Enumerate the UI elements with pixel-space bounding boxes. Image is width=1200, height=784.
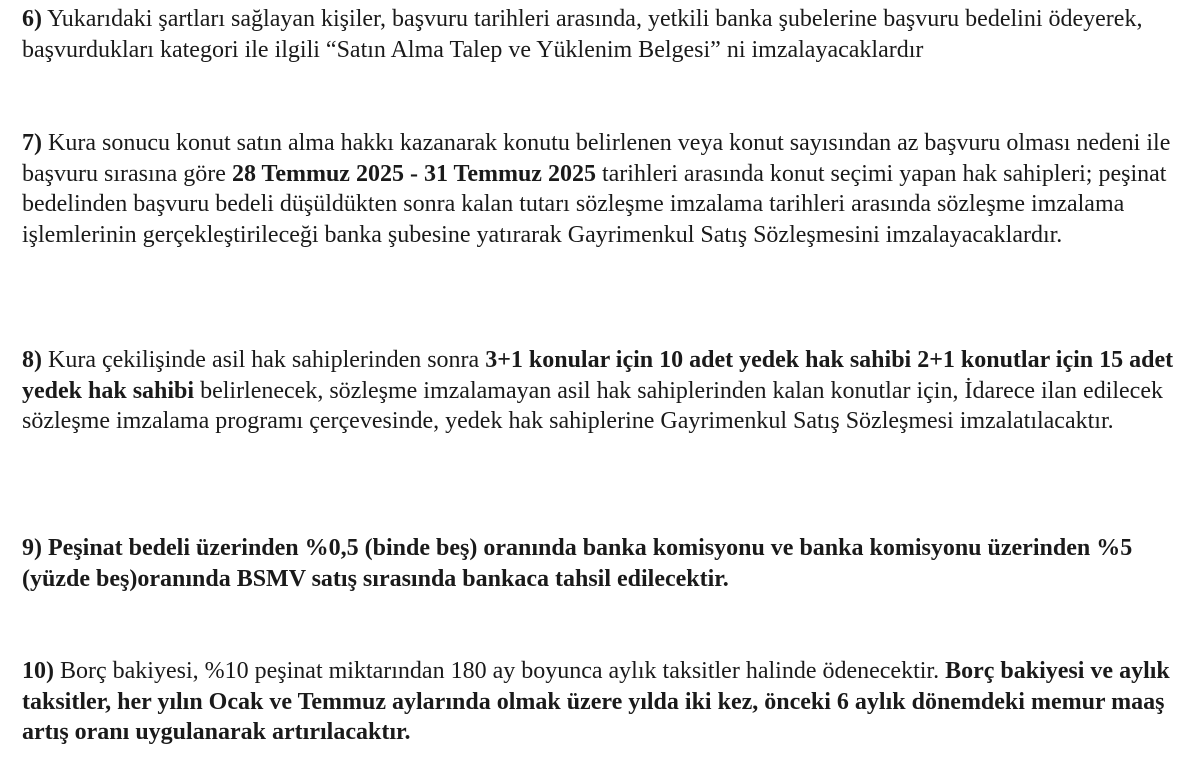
article-9-text: 9) Peşinat bedeli üzerinden %0,5 (binde beş) oranında banka komisyonu ve banka komisyonu üzerinden %5 (yüzde beş)oranında BSMV satış sırasında bankaca tahsil edilecektir. <box>22 535 1133 592</box>
article-9 <box>22 533 1184 594</box>
article-7-text-b: tarihleri arasında konut seçimi yapan hak sahipleri; peşinat bedelinden başvuru bedeli düşüldükten sonra kalan tutarı sözleşme imzalama tarihleri arasında sözleşme imzalama işlemlerinin gerçekleştirileceği banka şubesine yatırarak Gayrimenkul Satış Sözleşmesini imzalayacaklardır. <box>22 160 1167 248</box>
article-6-number: 6) <box>22 6 42 32</box>
article-8-text-b: belirlenecek, sözleşme imzalamayan asil hak sahiplerinden kalan konutlar için, İdarece ilan edilecek sözleşme imzalama programı çerçevesinde, yedek hak sahiplerine Gayrimenkul Satış Sözleşmesi imzalatılacaktır. <box>22 377 1163 434</box>
article-6 <box>22 4 1184 65</box>
article-10-bold: Borç bakiyesi ve aylık taksitler, her yılın Ocak ve Temmuz aylarında olmak üzere yılda iki kez, önceki 6 aylık dönemdeki memur maaş artış oranı uygulanarak artırılacaktır. <box>22 658 1170 745</box>
article-10-number: 10) <box>22 658 54 684</box>
article-10-text-a: Borç bakiyesi, %10 peşinat miktarından 180 ay boyunca aylık taksitler halinde ödenecektir. <box>54 658 946 684</box>
article-8-number: 8) <box>22 347 42 373</box>
article-8 <box>22 345 1184 437</box>
article-7-number: 7) <box>22 130 42 156</box>
article-7-text-a: Kura sonucu konut satın alma hakkı kazanarak konutu belirlenen veya konut sayısından az başvuru olması nedeni ile başvuru sırasına göre <box>22 130 1171 187</box>
article-10 <box>22 656 1184 748</box>
article-8-text-a: Kura çekilişinde asil hak sahiplerinden sonra <box>42 347 486 373</box>
article-7 <box>22 128 1184 250</box>
article-8-bold: 3+1 konular için 10 adet yedek hak sahibi 2+1 konutlar için 15 adet yedek hak sahibi <box>22 347 1174 404</box>
article-7-dates: 28 Temmuz 2025 - 31 Temmuz 2025 <box>231 160 596 187</box>
article-6-text: Yukarıdaki şartları sağlayan kişiler, başvuru tarihleri arasında, yetkili banka şubelerine başvuru bedelini ödeyerek, başvurdukları kategori ile ilgili “Satın Alma Talep ve Yüklenim Belgesi” ni imzalayacaklardır <box>22 6 1143 63</box>
